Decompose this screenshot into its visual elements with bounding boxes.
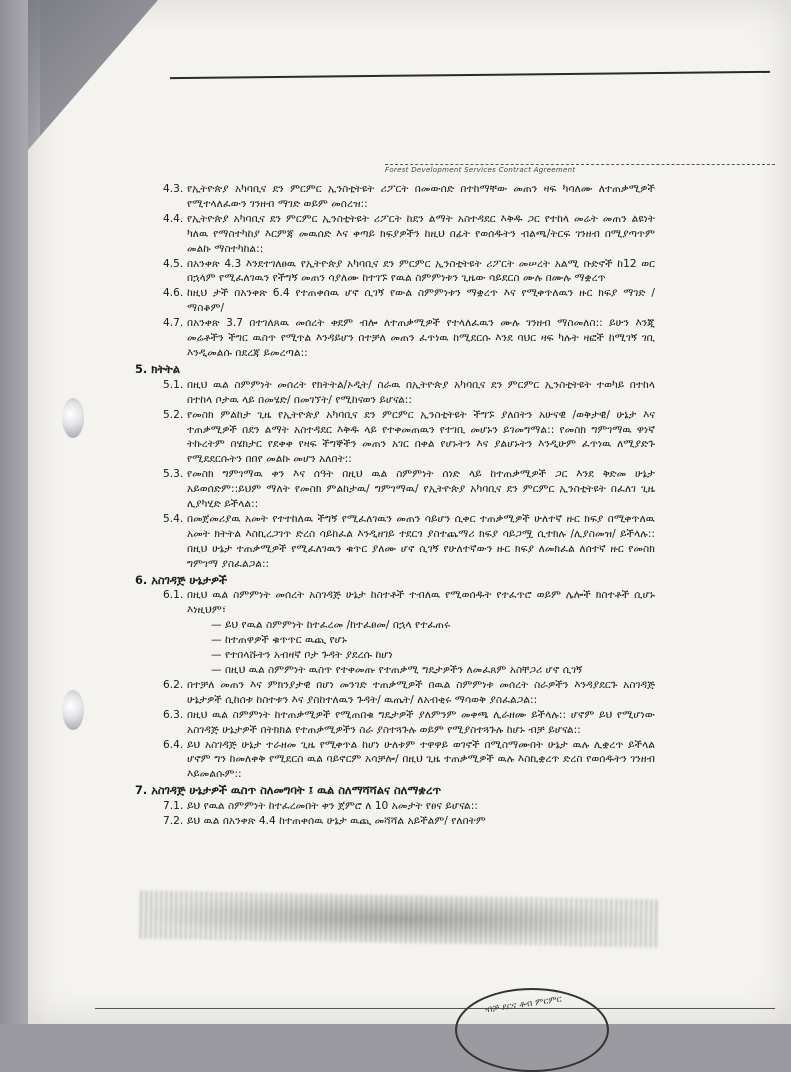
list-item bbox=[135, 618, 655, 633]
running-header: Forest Development Services Contract Agreement bbox=[385, 166, 576, 174]
clause-number: 6.3. bbox=[163, 708, 184, 721]
clause-5-2 bbox=[135, 408, 655, 468]
clause-number: 4.4. bbox=[163, 212, 184, 225]
bullet-text: — በዚህ ዉል ስምምነት ዉስጥ የተቀመጡ የተጠቃሚ ግዴታዎችን ለመፈጸም አስቸጋሪ ሆኖ ሲገኝ bbox=[211, 664, 583, 676]
clause-number: 6.2. bbox=[163, 678, 184, 691]
clause-text: ይህ አስገዳጅ ሁኔታ ተራዘመ ጊዜ የሚቀጥል ከሆነ ሁለቱም ተዋዋይ ወገኖች በሚስማሙበት ሁኔታ ዉሉ ሊቋረጥ ይችላል ሆኖም ግን ከመለቀቅ የሚደርስ ዉል ባይኖርም አሳቻሎ/ በዚህ ጊዜ ተጠቃሚዎች ዉሉ እስኪቋረጥ ድረስ የወሰዱትን ገንዘብ እይመልሱም:: bbox=[187, 738, 655, 781]
list-item bbox=[135, 663, 655, 678]
clause-text: በመጀመሪያዉ አመት የተተከለዉ ችግኝ የሚፈለገዉን መጠን ሳይሆን ሲቀር ተጠቃሚዎች ሁለተኛ ዙር ክፍያ በሚቀጥለዉ አመት ክትትል እስኪረጋገጥ ድረስ ሳይከፈል እንዲዘገይ ተደርጎ ያስተጨማሪ ክፍያ ሳይጋሟ ሲተክሉ /ሊያስመዝ/ ይችላሉ:: በዚህ ሁኔታ ተጠቃሚዎች የሚፈለገዉን ቁጥር ያለሙ ሆኖ ሲገኝ የሁለተኛውን ዙር ክፍያ ለመክፈል ለሰተኛ ዙር የመስክ ግምገማ ያስፈልጋል:: bbox=[187, 512, 655, 570]
clause-text: ከዚህ ታች በአንቀጽ 6.4 የተጠቀሰዉ ሆኖ ሲገኝ የውል ስምምነቱን ማቋረጥ እና የሚቀጥለዉን ዙር ክፍያ ማገድ /ማስቆም/ bbox=[187, 287, 655, 315]
section-heading-5: 5. ክትትል bbox=[135, 361, 180, 376]
punch-hole-upper bbox=[62, 398, 84, 438]
clause-5-1 bbox=[135, 378, 655, 408]
clause-6-2 bbox=[135, 678, 655, 708]
bullet-text: — ይህ የዉል ስምምነት ከተፈረመ /ከተፈፀመ/ በኋላ የተፈጠሩ bbox=[211, 619, 451, 632]
clause-text: በዚህ ዉል ስምምነት መሰረት አስገዳጅ ሁኔታ ከስተቶች ተብለዉ የሚወሰዱት የተፈጥሮ ወይም ሌሎች ክስተቶች ሲሆኑ እነዚህም፣ bbox=[187, 589, 655, 617]
seal-text: ብቻ ደርና ቶብ ምርምር bbox=[484, 994, 563, 1016]
clause-number: 5.3. bbox=[163, 468, 184, 481]
section-heading-7: 7. አስገዳጅ ሁኔታዎች ዉስጥ ስለመግባት ፤ ዉል ስለማሻሻልና ስለማቋረጥ bbox=[135, 783, 442, 798]
clause-6-4 bbox=[135, 738, 655, 783]
list-item bbox=[135, 633, 655, 648]
clause-number: 6.1. bbox=[163, 589, 184, 602]
clause-6-1 bbox=[135, 588, 655, 618]
clause-4-6 bbox=[135, 286, 655, 316]
clause-text: የመስክ ግምገማዉ ቀን እና ሰዓት በዚህ ዉል ስምምነት ሰነድ ላይ ከተጠቃሚዎች ጋር እንደ ቅድመ ሁኔታ አይወሰድም::ይህም ማለት የመስክ ምልከታዉ/ ግምገማዉ/ የኢትዮጵያ አካባቢና ደን ምርምር ኢንስቲትዩት በፈለገ ጊዜ ሊያካሂድ ይችላል:: bbox=[187, 468, 655, 511]
clause-number: 5.4. bbox=[163, 512, 184, 525]
clause-number: 7.1. bbox=[163, 800, 184, 813]
clause-number: 4.7. bbox=[163, 317, 184, 330]
clause-text: የመስክ ምልከታ ጊዜ የኢትዮጵያ አካባቢና ደን ምርምር ኢንስቲትዩት ችግኙ ያለበትን አሁናዊ /ወቅታዊ/ ሁኔታ እና ተጠቃሚዎች በደን ልማት አስተዳደር እቅዱ ላይ የተቀመጠዉን የተገቢ መሆኑን ይገመግማል:: የመስክ ግምገማዉ ዋነኛ ትኩረትም በሄክታር የደቀቀ የዛፍ ችግኞችን መጠን አገር በቀል የሆኑትን እና ያልሆኑትን እንዲሁም ፈጥነዉ ለሚያድጉ የሚደደርሱትን በበየ መልኩ መሆን አለበት:: bbox=[187, 408, 655, 466]
toner-smudge bbox=[140, 890, 661, 947]
bottom-border-line bbox=[95, 1008, 775, 1009]
punch-hole-lower bbox=[62, 690, 84, 730]
section-heading-6: 6. አስገዳጅ ሁኔታዎች bbox=[135, 572, 227, 587]
clause-number: 4.5. bbox=[163, 257, 184, 270]
clause-4-3 bbox=[135, 182, 655, 212]
bullet-text: — የተበላሹትን አብዛኛ ቦታ ጉዳት ያደረሱ ከሆነ bbox=[211, 649, 393, 662]
clause-5-4 bbox=[135, 512, 655, 572]
clause-4-5 bbox=[135, 257, 655, 287]
clause-text: የኢትዮጵያ አካባቢና ደን ምርምር ኢንስቲትዩት ሪፖርት ከደን ልማት አስተዳደር እቅዱ ጋር የተከላ መሬት መጠን ልዩነት ካለዉ የማስተካከያ እርምጃ መዉሰድ እና ቀጣይ ክፍያዎችን ከዚህ በፊት የወሰዱትን ብልጫ/ትርፍ ገንዘብ በሚያጣጥም መልኩ ማስተካከል:: bbox=[187, 212, 655, 255]
clause-text: በተቻለ መጠን እና ምክንያታዊ በሆነ መንገድ ተጠቃሚዎች በዉል ስምምነቱ መሰረት ስራዎችን እንዳያደርጉ አስገዳጅ ሁኔታዎች ሲከሰቱ ከስተቱን እና ያስከተለዉን ጉዳት/ ዉጤት/ ለአብቂሩ ማሳወቅ ያስፈልጋል:: bbox=[187, 678, 655, 706]
clause-text: ይህ የዉል ስምምነት ከተፈረመበት ቀን ጀምሮ ለ 10 አመታት የፀና ይሆናል:: bbox=[187, 800, 478, 813]
clause-number: 7.2. bbox=[163, 815, 184, 828]
clause-6-3 bbox=[135, 708, 655, 738]
clause-4-7 bbox=[135, 316, 655, 361]
clause-text: የኢትዮጵያ አካባቢና ደን ምርምር ኢንስቲትዩት ሪፖርት በመውሰድ በተከማቸው መጠን ዛፍ ካሳለሙ ለተጠቃሚዎች የሚተላለፈውን ገንዘብ ማገድ ወይም መሰረዝ:: bbox=[187, 183, 655, 210]
clause-5-3 bbox=[135, 467, 655, 512]
list-item bbox=[135, 648, 655, 663]
clause-text: በዚህ ዉል ስምምነት ከተጠቃሚዎች የሚጠበቁ ግዴታዎች ያለምንም መቀጫ ሊራዘሙ ይችላሉ:: ሆኖም ይህ የሚሆነው አስገዳጅ ሁኔታዎች በትክክል የተጠቃሚዎችን ስራ ያስተጓጉሉ ወይም የሚያስተጓጉሉ ከሆኑ ብቻ ይሆናል:: bbox=[187, 708, 655, 736]
bullet-text: — ከተጠዋዎች ቁጥጥር ዉጪ የሆኑ bbox=[211, 634, 347, 647]
clause-number: 5.1. bbox=[163, 378, 184, 391]
clause-text: በአንቀጽ 3.7 በተገለጸዉ መሰረት ቀደም ብሎ ለተጠቃሚዎች የተላለፈዉን ሙሉ ገንዘብ ማስመለስ:: ይሁን እንጂ መሬቶችን ችግር ዉስጥ የሚጥል እንዳይሆን በተቻለ መጠን ፈጥነዉ ከሚደርሱ እንደ ባህር ዛፍ ካሉት ዛፎች ከሚገኝ ገቢ እንዲመልሱ በደረጃ ይመረጣል:: bbox=[187, 317, 655, 359]
clause-text: በዚህ ዉል ስምምነት መሰረት የክትትል/ኦዲት/ ስራዉ በኢትዮጵያ አካባቢና ደን ምርምር ኢንስቲትዩት ተወካይ በተከላ በተከላ ቦታዉ ላይ በመሄድ/ በመገኘት/ የሚከናወን ይሆናል:: bbox=[187, 378, 655, 406]
clause-number: 4.3. bbox=[163, 183, 184, 195]
clause-7-1 bbox=[135, 799, 655, 814]
clause-text: ይህ ዉል በአንቀጽ 4.4 ከተጠቀሰዉ ሁኔታ ዉጪ መሻሻል አይችልም/ የለበትም bbox=[187, 815, 486, 828]
clause-7-2 bbox=[135, 814, 655, 829]
clause-4-4 bbox=[135, 212, 655, 257]
clause-number: 5.2. bbox=[163, 408, 184, 421]
clause-text: በአንቀጽ 4.3 እንደተገለፀዉ የኢትዮጵያ አካባቢና ደን ምርምር ኢንስቲትዩት ሪፖርት መሠረት አልሚ ቡድኖች ከ12 ወር በኋላም የሚፈለገዉን የችግኝ መጠን ሳያለሙ ከተገኙ የዉል ስምምነቱን ጊዜው ሳይደርስ ሙሉ በሙሉ ማቋረጥ bbox=[187, 257, 655, 285]
clause-number: 6.4. bbox=[163, 738, 184, 751]
document-body bbox=[135, 182, 655, 829]
clause-number: 4.6. bbox=[163, 287, 184, 300]
